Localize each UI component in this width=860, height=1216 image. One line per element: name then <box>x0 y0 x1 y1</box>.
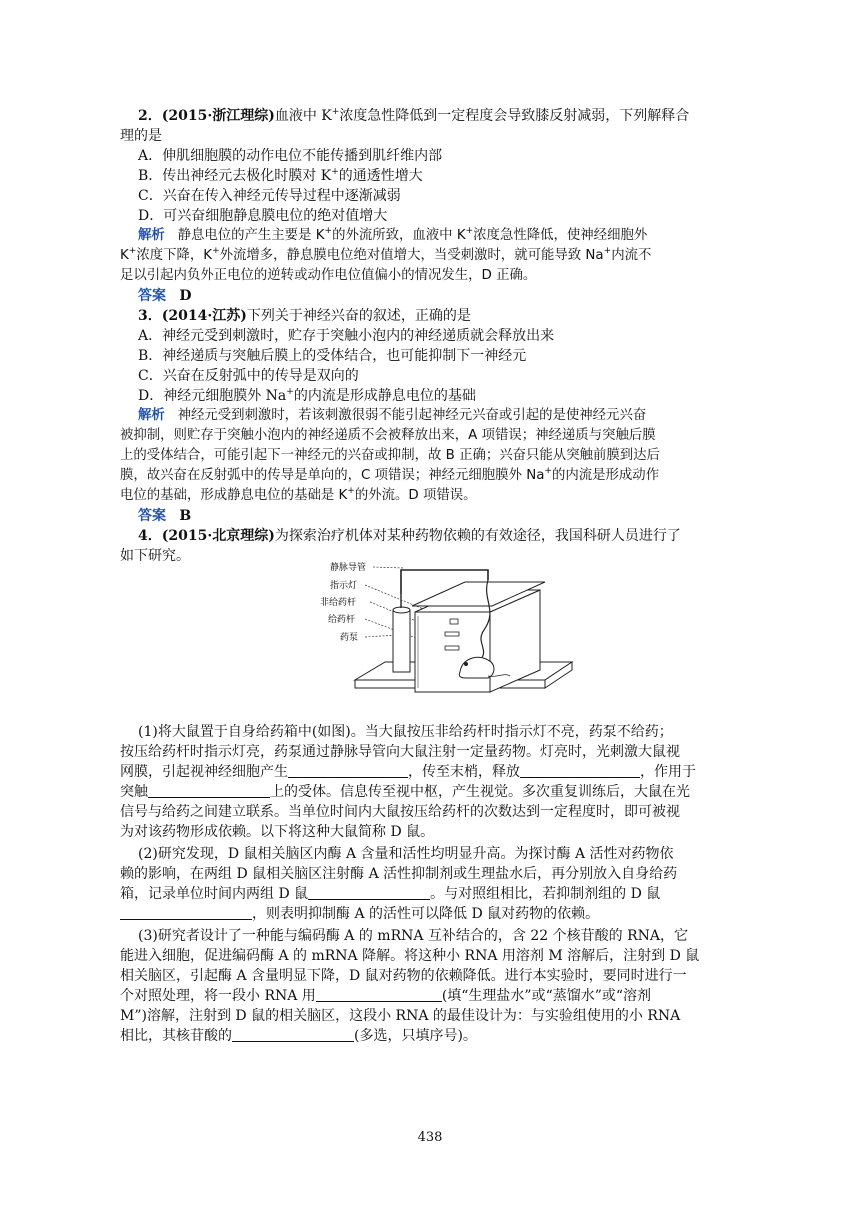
answer-blank-7[interactable] <box>232 1027 354 1042</box>
q2-answer: 答案 D <box>138 288 192 304</box>
q3-option-a: A．神经元受到刺激时，贮存于突触小泡内的神经递质就会释放出来 <box>138 328 555 344</box>
answer-blank-2[interactable] <box>520 763 640 778</box>
q2-option-d: D．可兴奋细胞静息膜电位的绝对值增大 <box>138 208 388 224</box>
page-number: 438 <box>417 1130 443 1145</box>
q4-part3-line1: (3)研究者设计了一种能与编码酶 A 的 mRNA 互补结合的，含 22 个核苷酸的 RNA，它 <box>138 928 688 944</box>
q2-option-c: C．兴奋在传入神经元传导过程中逐渐减弱 <box>138 188 401 204</box>
q4-part1-line2: 按压给药杆时指示灯亮，药泵通过静脉导管向大鼠注射一定量药物。灯亮时，光刺激大鼠视 <box>120 744 680 760</box>
q4-stem-line2: 如下研究。 <box>120 548 190 564</box>
q4-part2-line1: (2)研究发现，D 鼠相关脑区内酶 A 含量和活性均明显升高。为探讨酶 A 活性对药物依 <box>138 846 674 862</box>
label-indicator-light: 指示灯 <box>330 581 358 591</box>
q3-explanation-line2: 被抑制，则贮存于突触小泡内的神经递质不会被释放出来，A 项错误；神经递质与突触后膜 <box>120 428 656 443</box>
q4-stem-line1: 4．(2015·北京理综)为探索治疗机体对某种药物依赖的有效途径，我国科研人员进行了 <box>138 528 681 544</box>
q4-part3-line3: 相关脑区，引起酶 A 含量明显下降，D 鼠对药物的依赖降低。进行本实验时，要同时进行一 <box>120 968 687 984</box>
q4-part2-line3: 箱，记录单位时间内两组 D 鼠 。与对照组相比，若抑制剂组的 D 鼠 <box>120 886 661 902</box>
q4-part1-line4: 突触 上的受体。信息传至视中枢，产生视觉。多次重复训练后，大鼠在光 <box>120 784 690 800</box>
q4-part3-line2: 能进入细胞，促进编码酶 A 的 mRNA 降解。将这种小 RNA 用溶剂 M 溶解后，注射到 D 鼠 <box>120 948 700 964</box>
q4-part1-line6: 为对该药物形成依赖。以下将这种大鼠简称 D 鼠。 <box>120 824 435 840</box>
q4-part3-line4: 个对照处理，将一段小 RNA 用 (填“生理盐水”或“蒸馏水”或“溶剂 <box>120 988 652 1004</box>
self-administration-box-figure <box>300 560 580 710</box>
q3-explanation-line4: 膜，故兴奋在反射弧中的传导是单向的，C 项错误；神经元细胞膜外 Na+的内流是形成动作 <box>120 466 660 483</box>
answer-blank-6[interactable] <box>316 987 442 1002</box>
q2-explanation-line2: K+浓度下降，K+外流增多，静息膜电位绝对值增大，当受刺激时，就可能导致 Na+内流不 <box>120 246 652 263</box>
q3-explanation-line3: 上的受体结合，可能引起下一神经元的兴奋或抑制，故 B 正确；兴奋只能从突触前膜到达后 <box>120 448 660 463</box>
q2-explanation-line3: 足以引起内负外正电位的逆转或动作电位值偏小的情况发生，D 正确。 <box>120 268 537 283</box>
q2-option-b: B．传出神经元去极化时膜对 K+的通透性增大 <box>138 167 423 184</box>
label-non-drug-lever: 非给药杆 <box>320 598 357 608</box>
answer-blank-5[interactable] <box>120 905 252 920</box>
q4-part2-line4: ，则表明抑制酶 A 的活性可以降低 D 鼠对药物的依赖。 <box>120 904 740 924</box>
q4-part2-line2: 赖的影响，在两组 D 鼠相关脑区注射酶 A 活性抑制剂或生理盐水后，再分别放入自身给药 <box>120 866 678 882</box>
q2-stem-line1: 2．(2015·浙江理综)血液中 K+浓度急性降低到一定程度会导致膝反射减弱，下列解释合 <box>138 107 690 124</box>
label-drug-pump: 药泵 <box>340 633 359 643</box>
answer-blank-3[interactable] <box>148 783 270 798</box>
q2-stem-line2: 理的是 <box>120 128 162 144</box>
q4-part1-line5: 信号与给药之间建立联系。当单位时间内大鼠按压给药杆的次数达到一定程度时，即可被视 <box>120 804 680 820</box>
q3-explanation-line5: 电位的基础，形成静息电位的基础是 K+的外流。D 项错误。 <box>120 486 477 503</box>
q2-explanation-line1: 解析 静息电位的产生主要是 K+的外流所致，血液中 K+浓度急性降低，使神经细胞外 <box>138 226 648 243</box>
q4-part3-line6: 相比，其核苷酸的 (多选，只填序号)。 <box>120 1028 477 1044</box>
q3-option-c: C．兴奋在反射弧中的传导是双向的 <box>138 368 359 384</box>
q3-stem: 3．(2014·江苏)下列关于神经兴奋的叙述，正确的是 <box>138 308 471 324</box>
q4-part1-line1: (1)将大鼠置于自身给药箱中(如图)。当大鼠按压非给药杆时指示灯不亮，药泵不给药； <box>138 724 673 740</box>
q3-option-b: B．神经递质与突触后膜上的受体结合，也可能抑制下一神经元 <box>138 348 527 364</box>
label-drug-lever: 给药杆 <box>328 615 356 625</box>
answer-blank-4[interactable] <box>308 885 430 900</box>
q3-answer: 答案 B <box>138 508 192 524</box>
answer-blank-1[interactable] <box>288 763 408 778</box>
q4-part3-line5: M”)溶解，注射到 D 鼠的相关脑区，这段小 RNA 的最佳设计为：与实验组使用的小 RNA <box>120 1008 681 1024</box>
q4-part1-line3: 网膜，引起视神经细胞产生 ，传至末梢，释放 ，作用于 <box>120 764 696 780</box>
q2-option-a: A．伸肌细胞膜的动作电位不能传播到肌纤维内部 <box>138 148 443 164</box>
q3-explanation-line1: 解析 神经元受到刺激时，若该刺激很弱不能引起神经元兴奋或引起的是使神经元兴奋 <box>138 408 647 423</box>
label-vein-catheter: 静脉导管 <box>330 563 367 573</box>
q3-option-d: D．神经元细胞膜外 Na+的内流是形成静息电位的基础 <box>138 387 476 404</box>
